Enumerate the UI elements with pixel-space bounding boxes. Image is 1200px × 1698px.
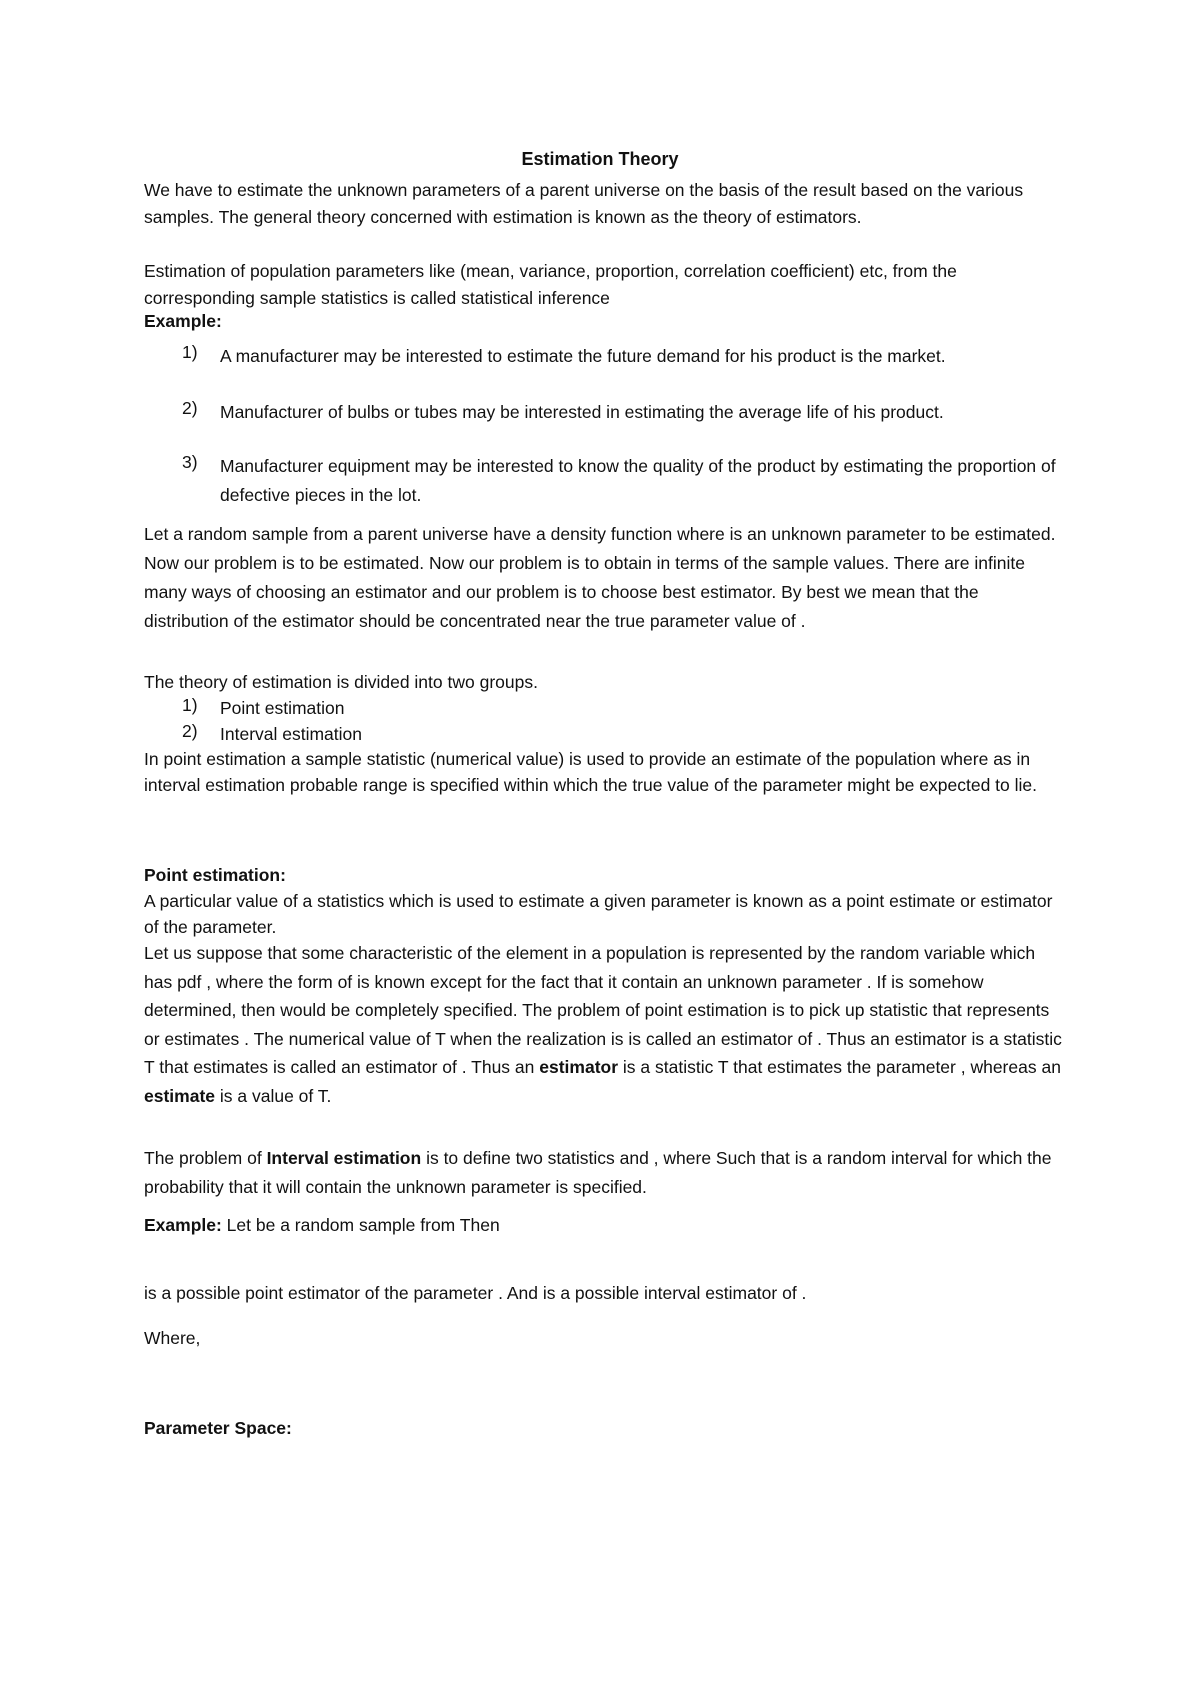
page-title: Estimation Theory [521,149,679,169]
list-text: Manufacturer of bulbs or tubes may be interested in estimating the average life of his product. [220,402,944,422]
interval-estimation-paragraph: The problem of Interval estimation is to define two statistics and , where Such that is a random interval for which the probability that it will contain the unknown parameter is specified. [144,1148,1052,1197]
list-number: 1) [182,342,198,362]
point-estimate-definition: A particular value of a statistics which is used to estimate a given parameter is known as a point estimate or estimator of the parameter. [144,891,1053,937]
random-sample-paragraph: Let a random sample from a parent universe have a density function where is an unknown parameter to be estimated. Now our problem is to be estimated. Now our problem is to obtain in terms of the sample values. There are infinite many ways of choosing an estimator and our problem is to choose best estimator. By best we mean that the distribution of the estimator should be concentrated near the true parameter value of . [144,524,1056,631]
inference-paragraph: Estimation of population parameters like (mean, variance, proportion, correlation coefficient) etc, from the corresponding sample statistics is called statistical inference [144,261,957,308]
groups-intro: The theory of estimation is divided into two groups. [144,672,538,692]
list-number: 2) [182,398,198,418]
example-line: Example: Let be a random sample from Then [144,1215,500,1235]
list-text: Interval estimation [220,724,363,744]
point-estimation-paragraph: Let us suppose that some characteristic of the element in a population is represented by the random variable which has pdf , where the form of is known except for the fact that it contain an unknown parameter . If is somehow determined, then would be completely specified. The problem of point estimation is to pick up statistic that represents or estimates . The numerical value of T when the realization is is called an estimator of . Thus an estimator is a statistic T that estimates is called an estimator of . Thus an estimator is a statistic T that estimates the parameter , whereas an estimate is a value of T. [144,943,1062,1106]
parameter-space-heading: Parameter Space: [144,1418,292,1438]
list-text: Manufacturer equipment may be interested to know the quality of the product by estimating the proportion of defective pieces in the lot. [220,456,1056,505]
list-number: 2) [182,721,198,741]
list-text: Point estimation [220,698,345,718]
groups-paragraph: In point estimation a sample statistic (numerical value) is used to provide an estimate of the population where as in interval estimation probable range is specified within which the true value of the parameter might be expected to lie. [144,749,1037,795]
example-heading: Example: [144,311,222,331]
estimator-line: is a possible point estimator of the parameter . And is a possible interval estimator of . [144,1283,807,1303]
list-number: 3) [182,452,198,472]
list-text: A manufacturer may be interested to estimate the future demand for his product is the market. [220,346,946,366]
point-estimation-heading: Point estimation: [144,865,286,885]
intro-paragraph: We have to estimate the unknown parameters of a parent universe on the basis of the result based on the various samples. The general theory concerned with estimation is known as the theory of estimators. [144,180,1024,227]
list-number: 1) [182,695,198,715]
where-label: Where, [144,1328,201,1348]
